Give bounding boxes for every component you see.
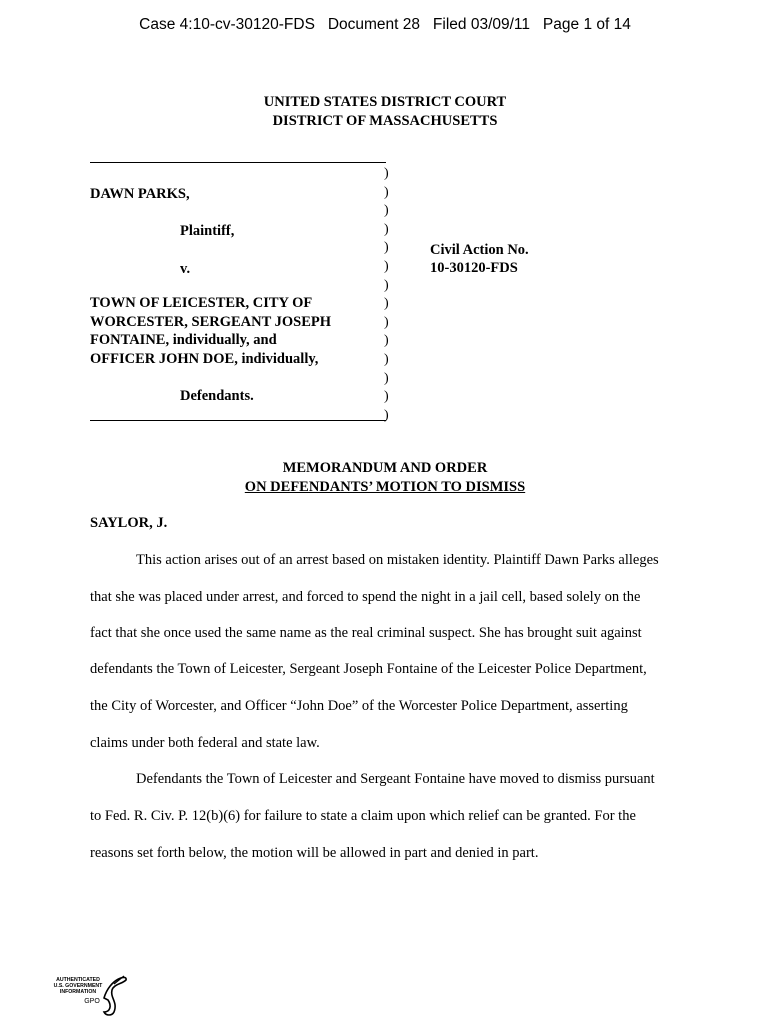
defendants-line: OFFICER JOHN DOE, individually, <box>90 350 319 367</box>
plaintiff-role: Plaintiff, <box>180 223 235 239</box>
paren: ) <box>384 407 389 423</box>
defendants-line: TOWN OF LEICESTER, CITY OF <box>90 295 313 311</box>
plaintiff-name: DAWN PARKS, <box>90 186 190 202</box>
caption-bottom-rule <box>90 420 386 421</box>
defendants-role: Defendants. <box>180 388 254 404</box>
paren: ) <box>384 203 389 219</box>
gpo-authentication-logo <box>44 972 134 1018</box>
civil-action-label: Civil Action No. <box>430 242 529 258</box>
body-line: claims under both federal and state law. <box>90 735 320 751</box>
defendants-line: WORCESTER, SERGEANT JOSEPH <box>90 313 332 330</box>
court-name: UNITED STATES DISTRICT COURT <box>263 94 507 110</box>
document-title: MEMORANDUM AND ORDER <box>282 460 488 476</box>
paren: ) <box>384 296 389 312</box>
case-header-stamp: Case 4:10-cv-30120-FDS Document 28 Filed 03/09/11 Page 1 of 14 <box>139 16 631 33</box>
body-line: that she was placed under arrest, and forced to spend the night in a jail cell, based solely on the <box>90 589 641 605</box>
paren: ) <box>384 240 389 256</box>
paren: ) <box>384 389 389 405</box>
body-line: Defendants the Town of Leicester and Sergeant Fontaine have moved to dismiss pursuant <box>136 771 655 787</box>
defendants-line: FONTAINE, individually, and <box>90 332 277 348</box>
paren: ) <box>384 184 389 200</box>
gpo-logo-line3: INFORMATION <box>59 989 97 995</box>
defendants-names <box>90 294 331 368</box>
document-subtitle-text: ON DEFENDANTS’ MOTION TO DISMISS <box>244 479 526 495</box>
gpo-logo-line1: AUTHENTICATED <box>56 977 100 983</box>
judge-name: SAYLOR, J. <box>90 515 168 531</box>
caption-paren-column <box>384 165 389 425</box>
body-line: This action arises out of an arrest based on mistaken identity. Plaintiff Dawn Parks alleges <box>136 552 659 568</box>
caption-top-rule <box>90 162 386 163</box>
paren: ) <box>384 166 389 181</box>
paren: ) <box>384 314 389 330</box>
civil-action-number: 10-30120-FDS <box>430 260 518 276</box>
versus-label: v. <box>180 261 191 277</box>
body-line: the City of Worcester, and Officer “John Doe” of the Worcester Police Department, asserting <box>90 698 628 714</box>
body-line: fact that she once used the same name as the real criminal suspect. She has brought suit against <box>90 625 642 641</box>
body-line: defendants the Town of Leicester, Sergeant Joseph Fontaine of the Leicester Police Department, <box>90 661 647 677</box>
paren: ) <box>384 221 389 237</box>
paren: ) <box>384 351 389 367</box>
court-district: DISTRICT OF MASSACHUSETTS <box>272 113 498 129</box>
gpo-logo-mark: GPO <box>84 998 100 1005</box>
gpo-logo-line2: U.S. GOVERNMENT <box>53 983 103 989</box>
body-line: to Fed. R. Civ. P. 12(b)(6) for failure to state a claim upon which relief can be granted. For the <box>90 808 636 824</box>
paren: ) <box>384 277 389 293</box>
document-subtitle <box>0 479 770 496</box>
paren: ) <box>384 370 389 386</box>
body-line: reasons set forth below, the motion will be allowed in part and denied in part. <box>90 845 539 861</box>
paren: ) <box>384 333 389 349</box>
paren: ) <box>384 258 389 274</box>
